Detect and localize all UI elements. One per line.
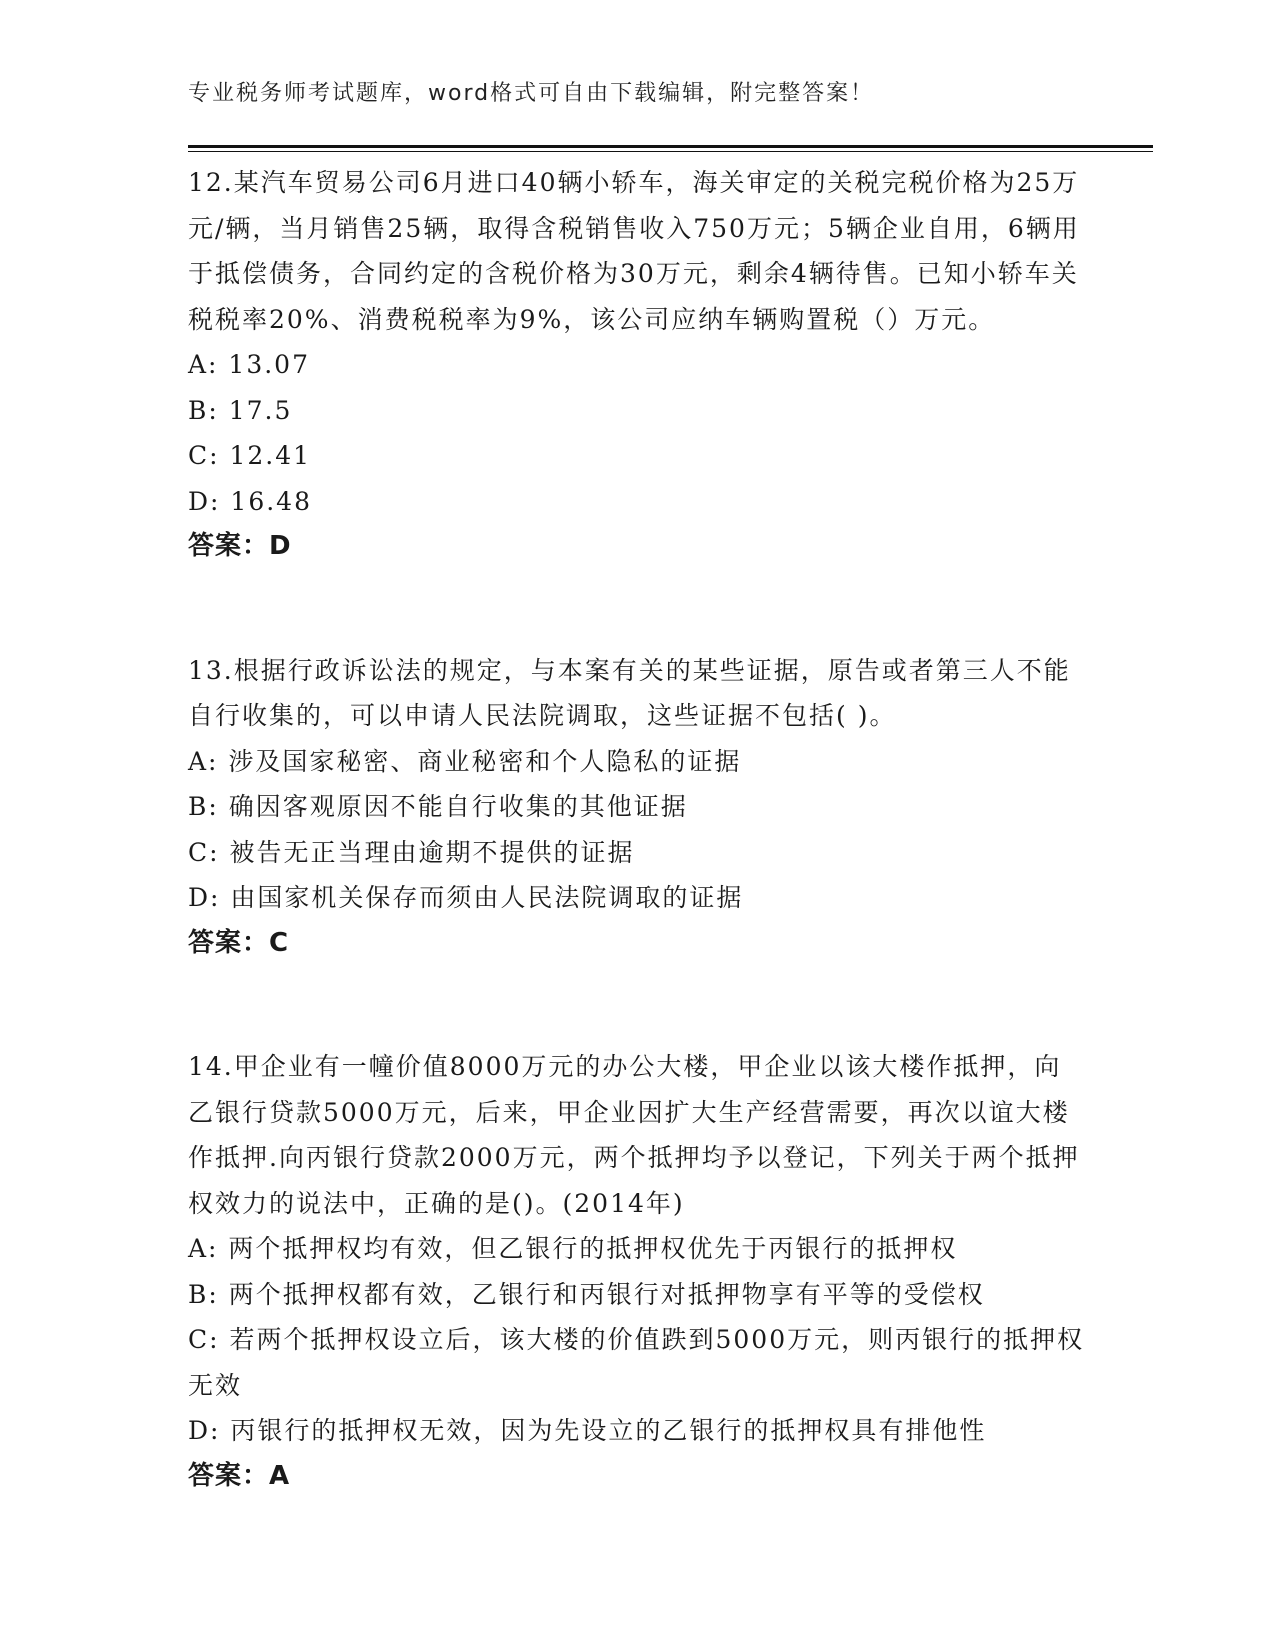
option-d: D: 16.48	[188, 486, 312, 516]
option-b: B: 确因客观原因不能自行收集的其他证据	[188, 792, 688, 821]
option-b: B: 两个抵押权都有效，乙银行和丙银行对抵押物享有平等的受偿权	[188, 1279, 985, 1309]
question-stem: 14.甲企业有一幢价值8000万元的办公大楼，甲企业以该大楼作抵押，向乙银行贷款5000万元，后来，甲企业因扩大生产经营需要，再次以谊大楼作抵押.向丙银行贷款2000万元，两个抵押均予以登记，下列关于两个抵押权效力的说法中，正确的是()。(2014年)	[188, 1052, 1080, 1218]
answer-label: 答案：C	[188, 927, 290, 958]
option-c: C: 若两个抵押权设立后，该大楼的价值跌到5000万元，则丙银行的抵押权无效	[188, 1325, 1085, 1400]
answer-label: 答案：A	[188, 1460, 291, 1491]
option-a: A: 两个抵押权均有效，但乙银行的抵押权优先于丙银行的抵押权	[188, 1234, 958, 1263]
option-b: B: 17.5	[188, 395, 293, 425]
question-list	[188, 160, 1088, 1577]
question-14	[188, 1044, 1088, 1499]
question-stem: 12.某汽车贸易公司6月进口40辆小轿车，海关审定的关税完税价格为25万元/辆，当月销售25辆，取得含税销售收入750万元；5辆企业自用，6辆用于抵偿债务，合同约定的含税价格为30万元，剩余4辆待售。已知小轿车关税税率20%、消费税税率为9%，该公司应纳车辆购置税（）万元。	[188, 168, 1080, 334]
question-13	[188, 648, 1088, 967]
option-a: A: 涉及国家秘密、商业秘密和个人隐私的证据	[188, 746, 742, 776]
header-rule-thin	[188, 151, 1153, 152]
option-c: C: 12.41	[188, 441, 312, 470]
question-stem: 13.根据行政诉讼法的规定，与本案有关的某些证据，原告或者第三人不能自行收集的，可以申请人民法院调取，这些证据不包括( )。	[188, 655, 1071, 730]
option-d: D: 由国家机关保存而须由人民法院调取的证据	[188, 883, 744, 912]
header-rule-thick	[188, 145, 1153, 148]
option-c: C: 被告无正当理由逾期不提供的证据	[188, 837, 635, 867]
option-a: A: 13.07	[188, 350, 310, 379]
page-header: 专业税务师考试题库，word格式可自由下载编辑，附完整答案！	[188, 81, 875, 106]
answer-label: 答案：D	[188, 531, 292, 561]
option-d: D: 丙银行的抵押权无效，因为先设立的乙银行的抵押权具有排他性	[188, 1416, 987, 1445]
question-12	[188, 160, 1088, 570]
